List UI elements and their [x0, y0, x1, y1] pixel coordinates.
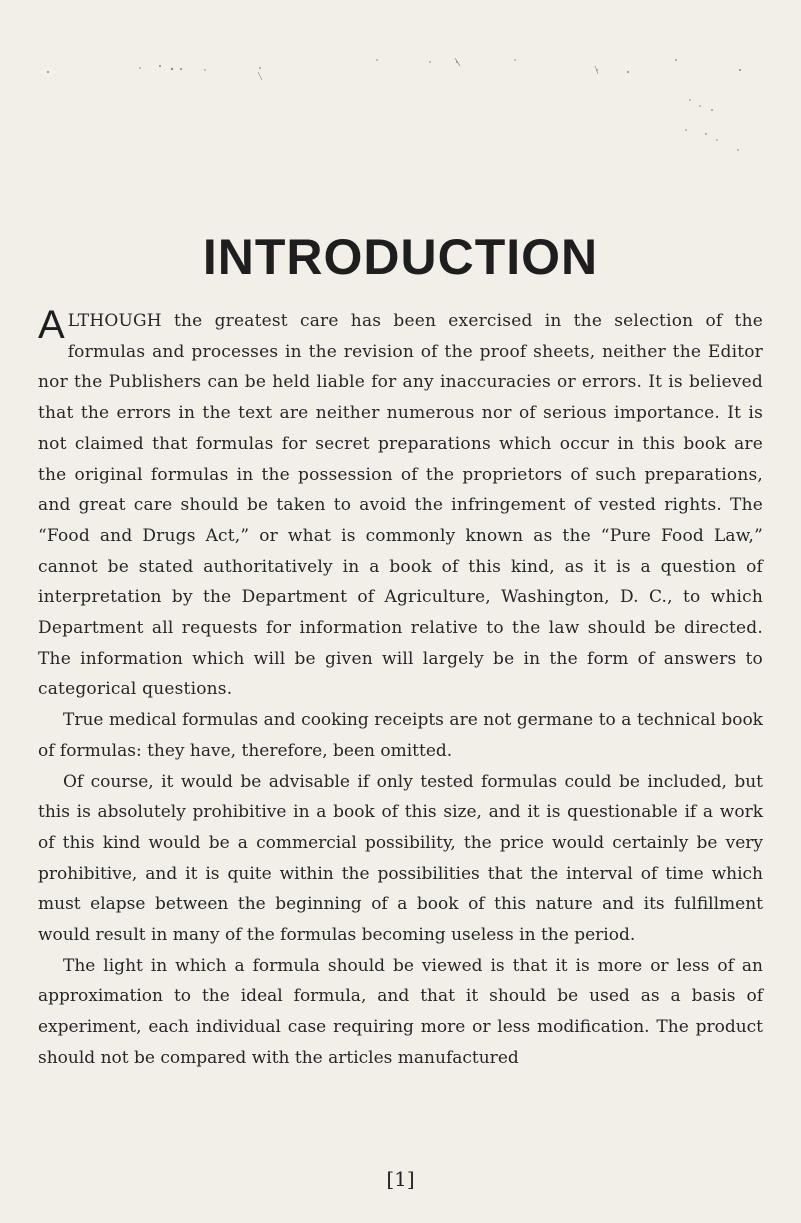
- paragraph-2: True medical formulas and cooking receipts are not germane to a technical book of formulas: they have, therefore, been omitted.: [38, 710, 763, 761]
- paper-specks: [0, 0, 801, 160]
- paragraph-3: Of course, it would be advisable if only tested formulas could be included, but this is absolutely prohibitive in a book of this size, and it is questionable if a work of this kind would be a commercial possibility, the price would certainly be very prohibitive, and it is quite within the possibilities that the interval of time which must elapse between the beginning of a book of this nature and its fulfillment would result in many of the formulas becoming useless in the period.: [38, 771, 763, 946]
- paragraph-4: The light in which a formula should be viewed is that it is more or less of an approximation to the ideal formula, and that it should be used as a basis of experiment, each individual case requiring more or less modification. The product should not be compared with the articles manufactured: [38, 955, 763, 1068]
- page-title: INTRODUCTION: [202, 229, 599, 285]
- paragraph-1: [38, 303, 763, 705]
- drop-cap-letter: A: [38, 303, 65, 347]
- introduction-body: [38, 303, 763, 1074]
- paragraph-1-text: LTHOUGH the greatest care has been exercised in the selection of the formulas and processes in the revision of the proof sheets, neither the Editor nor the Publishers can be held liable for any inaccuracies or errors. It is believed that the errors in the text are neither numerous nor of serious importance. It is not claimed that formulas for secret preparations which occur in this book are the original formulas in the possession of the proprietors of such preparations, and great care should be taken to avoid the infringement of vested rights. The “Food and Drugs Act,” or what is commonly known as the “Pure Food Law,” cannot be stated authoritatively in a book of this kind, as it is a question of interpretation by the Department of Agriculture, Washington, D. C., to which Department all requests for information relative to the law should be directed. The information which will be given will largely be in the form of answers to categorical questions.: [38, 311, 763, 700]
- page-number: [1]: [386, 1167, 415, 1191]
